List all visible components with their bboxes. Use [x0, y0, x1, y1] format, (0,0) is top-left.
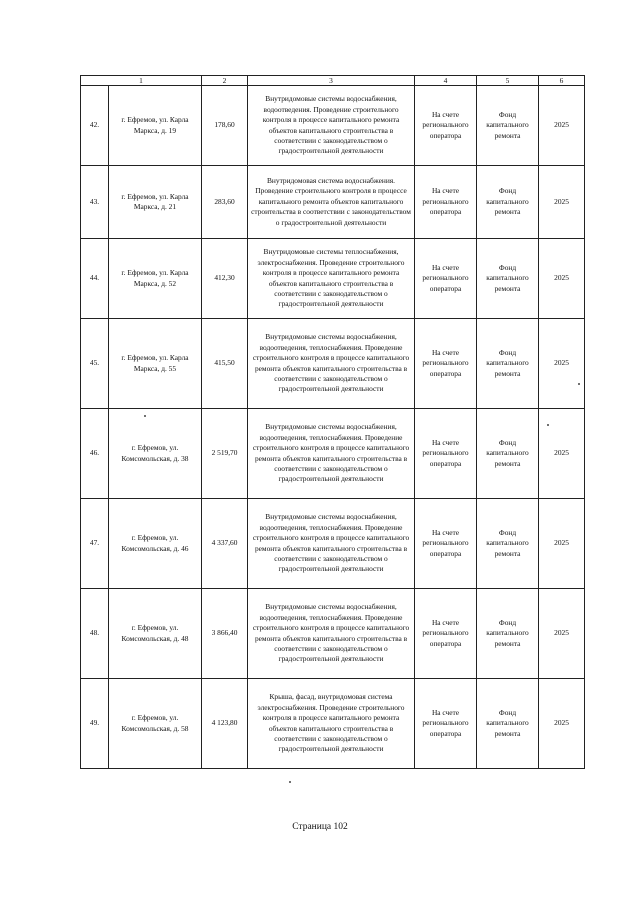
area-cell: 2 519,70 [202, 409, 248, 499]
work-description-cell: Крыша, фасад, внутридомовая система электроснабжения. Проведение строительного контроля в процессе капитального ремонта объектов капитального строительства в соответствии с законодательством о градостроительной деятельности [248, 679, 415, 769]
table-row [81, 409, 585, 499]
address-cell: г. Ефремов, ул. Комсомольская, д. 58 [109, 679, 202, 769]
funding-source-cell: Фонд капитального ремонта [477, 319, 539, 409]
year-cell: 2025 [539, 239, 585, 319]
row-number: 45. [81, 319, 109, 409]
table-row [81, 589, 585, 679]
year-cell: 2025 [539, 499, 585, 589]
address-cell: г. Ефремов, ул. Комсомольская, д. 38 [109, 409, 202, 499]
funding-source-cell: Фонд капитального ремонта [477, 86, 539, 166]
scan-speck [144, 415, 146, 417]
row-number: 43. [81, 166, 109, 239]
header-cell: 3 [248, 76, 415, 86]
work-description-cell: Внутридомовые системы водоснабжения, водоотведения, теплоснабжения. Проведение строительного контроля в процессе капитального ремонта объектов капитального строительства в соответствии с законодательством о градостроительной деятельности [248, 319, 415, 409]
header-cell: 2 [202, 76, 248, 86]
funding-source-cell: Фонд капитального ремонта [477, 499, 539, 589]
table-row [81, 679, 585, 769]
account-cell: На счете регионального оператора [415, 319, 477, 409]
account-cell: На счете регионального оператора [415, 409, 477, 499]
area-cell: 178,60 [202, 86, 248, 166]
address-cell: г. Ефремов, ул. Комсомольская, д. 48 [109, 589, 202, 679]
account-cell: На счете регионального оператора [415, 239, 477, 319]
work-description-cell: Внутридомовые системы водоснабжения, водоотведения, теплоснабжения. Проведение строительного контроля в процессе капитального ремонта объектов капитального строительства в соответствии с законодательством о градостроительной деятельности [248, 499, 415, 589]
year-cell: 2025 [539, 319, 585, 409]
funding-source-cell: Фонд капитального ремонта [477, 239, 539, 319]
page-number: Страница 102 [292, 822, 348, 832]
address-cell: г. Ефремов, ул. Карла Маркса, д. 52 [109, 239, 202, 319]
work-description-cell: Внутридомовые системы водоснабжения, водоотведения. Проведение строительного контроля в процессе капитального ремонта объектов капитального строительства в соответствии с законодательством о градостроительной деятельности [248, 86, 415, 166]
work-description-cell: Внутридомовые системы теплоснабжения, электроснабжения. Проведение строительного контроля в процессе капитального ремонта объектов капитального строительства в соответствии с законодательством о градостроительной деятельности [248, 239, 415, 319]
area-cell: 4 337,60 [202, 499, 248, 589]
area-cell: 415,50 [202, 319, 248, 409]
year-cell: 2025 [539, 166, 585, 239]
area-cell: 4 123,80 [202, 679, 248, 769]
row-number: 44. [81, 239, 109, 319]
funding-source-cell: Фонд капитального ремонта [477, 679, 539, 769]
table-row [81, 319, 585, 409]
area-cell: 412,30 [202, 239, 248, 319]
table-row [81, 239, 585, 319]
account-cell: На счете регионального оператора [415, 499, 477, 589]
header-cell: 4 [415, 76, 477, 86]
header-cell: 1 [81, 76, 202, 86]
table-row [81, 166, 585, 239]
row-number: 47. [81, 499, 109, 589]
funding-source-cell: Фонд капитального ремонта [477, 166, 539, 239]
year-cell: 2025 [539, 679, 585, 769]
scan-speck [547, 424, 549, 426]
header-cell: 6 [539, 76, 585, 86]
row-number: 46. [81, 409, 109, 499]
year-cell: 2025 [539, 409, 585, 499]
work-description-cell: Внутридомовые системы водоснабжения, водоотведения, теплоснабжения. Проведение строительного контроля в процессе капитального ремонта объектов капитального строительства в соответствии с законодательством о градостроительной деятельности [248, 409, 415, 499]
table-header-row [81, 76, 585, 86]
account-cell: На счете регионального оператора [415, 679, 477, 769]
table-row [81, 86, 585, 166]
address-cell: г. Ефремов, ул. Карла Маркса, д. 19 [109, 86, 202, 166]
row-number: 49. [81, 679, 109, 769]
account-cell: На счете регионального оператора [415, 589, 477, 679]
scan-speck [289, 781, 291, 783]
year-cell: 2025 [539, 589, 585, 679]
address-cell: г. Ефремов, ул. Комсомольская, д. 46 [109, 499, 202, 589]
year-cell: 2025 [539, 86, 585, 166]
row-number: 48. [81, 589, 109, 679]
scan-speck [578, 383, 580, 385]
funding-source-cell: Фонд капитального ремонта [477, 409, 539, 499]
header-cell: 5 [477, 76, 539, 86]
account-cell: На счете регионального оператора [415, 86, 477, 166]
address-cell: г. Ефремов, ул. Карла Маркса, д. 55 [109, 319, 202, 409]
work-description-cell: Внутридомовая система водоснабжения. Проведение строительного контроля в процессе капитального ремонта объектов капитального строительства в соответствии с законодательством о градостроительной деятельности [248, 166, 415, 239]
address-cell: г. Ефремов, ул. Карла Маркса, д. 21 [109, 166, 202, 239]
area-cell: 283,60 [202, 166, 248, 239]
work-description-cell: Внутридомовые системы водоснабжения, водоотведения, теплоснабжения. Проведение строительного контроля в процессе капитального ремонта объектов капитального строительства в соответствии с законодательством о градостроительной деятельности [248, 589, 415, 679]
row-number: 42. [81, 86, 109, 166]
area-cell: 3 866,40 [202, 589, 248, 679]
repair-plan-table [80, 75, 585, 769]
table-row [81, 499, 585, 589]
funding-source-cell: Фонд капитального ремонта [477, 589, 539, 679]
account-cell: На счете регионального оператора [415, 166, 477, 239]
